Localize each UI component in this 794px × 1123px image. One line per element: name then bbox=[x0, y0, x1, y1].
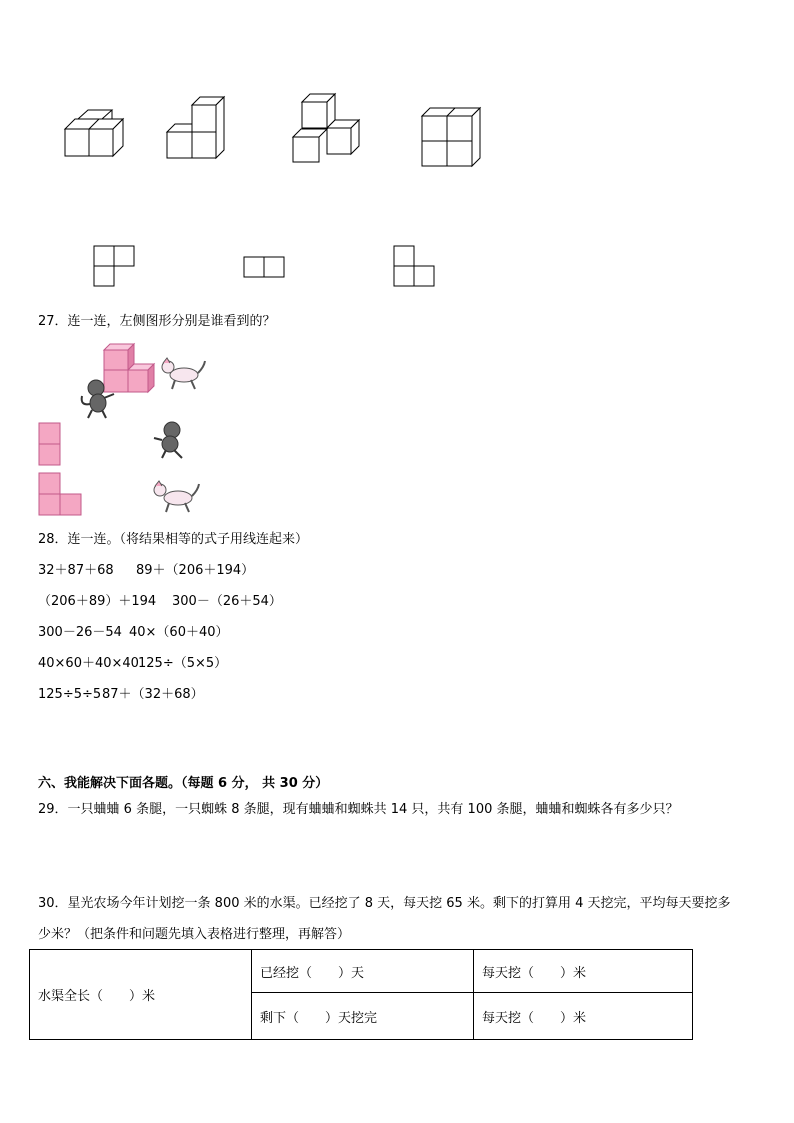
dog-icon bbox=[158, 355, 208, 391]
q28-left-4: 40×60＋40×40 bbox=[38, 656, 139, 671]
q30-daily-dug: 每天挖（ ）米 bbox=[482, 965, 587, 981]
q30-daily-dug-cell[interactable] bbox=[474, 950, 693, 993]
pink-view-shape-2 bbox=[38, 472, 84, 516]
q30-question-line-1: 30．星光农场今年计划挖一条 800 米的水渠。已经挖了 8 天，每天挖 65 米。剩下的打算用 4 天挖完，平均每天要挖多 bbox=[38, 896, 731, 911]
monkey-icon bbox=[78, 378, 116, 420]
section-6-heading: 六、我能解决下面各题。（每题 6 分， 共 30 分） bbox=[38, 776, 329, 791]
q30-dug-days: 已经挖（ ）天 bbox=[260, 965, 365, 981]
q30-total-length-cell[interactable] bbox=[30, 950, 252, 1040]
q30-daily-needed-cell[interactable] bbox=[474, 993, 693, 1040]
q28-left-3: 300－26－54 bbox=[38, 625, 122, 640]
cube-figure-2 bbox=[167, 97, 224, 158]
q30-remaining-days-cell[interactable] bbox=[252, 993, 474, 1040]
q28-right-2: 300－（26＋54） bbox=[172, 594, 282, 609]
q28-left-5: 125÷5÷5 bbox=[38, 687, 102, 702]
q30-total-length: 水渠全长（ ）米 bbox=[38, 989, 156, 1004]
cube-figure-3 bbox=[293, 94, 359, 162]
q28-left-1: 32＋87＋68 bbox=[38, 563, 114, 578]
monkey-icon-2 bbox=[152, 420, 190, 460]
pink-view-shape-1 bbox=[38, 422, 62, 466]
q28-right-3: 40×（60＋40） bbox=[129, 625, 229, 640]
q28-right-4: 125÷（5×5） bbox=[138, 656, 228, 671]
q28-question: 28．连一连。（将结果相等的式子用线连起来） bbox=[38, 532, 309, 547]
q30-remaining-days: 剩下（ ）天挖完 bbox=[260, 1010, 378, 1026]
q30-table bbox=[29, 949, 693, 1040]
cube-figure-1 bbox=[65, 110, 123, 156]
q30-question-line-2: 少米？（把条件和问题先填入表格进行整理，再解答） bbox=[38, 927, 351, 942]
dog-icon-2 bbox=[150, 478, 202, 514]
cube-figure-4 bbox=[422, 108, 480, 166]
view-shape-1 bbox=[93, 245, 137, 289]
q30-daily-needed: 每天挖（ ）米 bbox=[482, 1010, 587, 1026]
q28-right-5: 87＋（32＋68） bbox=[102, 687, 204, 702]
view-shape-3 bbox=[393, 245, 437, 289]
q28-right-1: 89＋（206＋194） bbox=[136, 563, 255, 578]
q29-question: 29．一只蛐蛐 6 条腿，一只蜘蛛 8 条腿，现有蛐蛐和蜘蛛共 14 只，共有 100 条腿，蛐蛐和蜘蛛各有多少只？ bbox=[38, 802, 679, 817]
cube-figures-row bbox=[55, 90, 495, 175]
view-shape-2 bbox=[243, 256, 287, 278]
q30-dug-days-cell[interactable] bbox=[252, 950, 474, 993]
q27-question: 27．连一连，左侧图形分别是谁看到的？ bbox=[38, 314, 276, 329]
q28-left-2: （206＋89）＋194 bbox=[38, 594, 157, 609]
